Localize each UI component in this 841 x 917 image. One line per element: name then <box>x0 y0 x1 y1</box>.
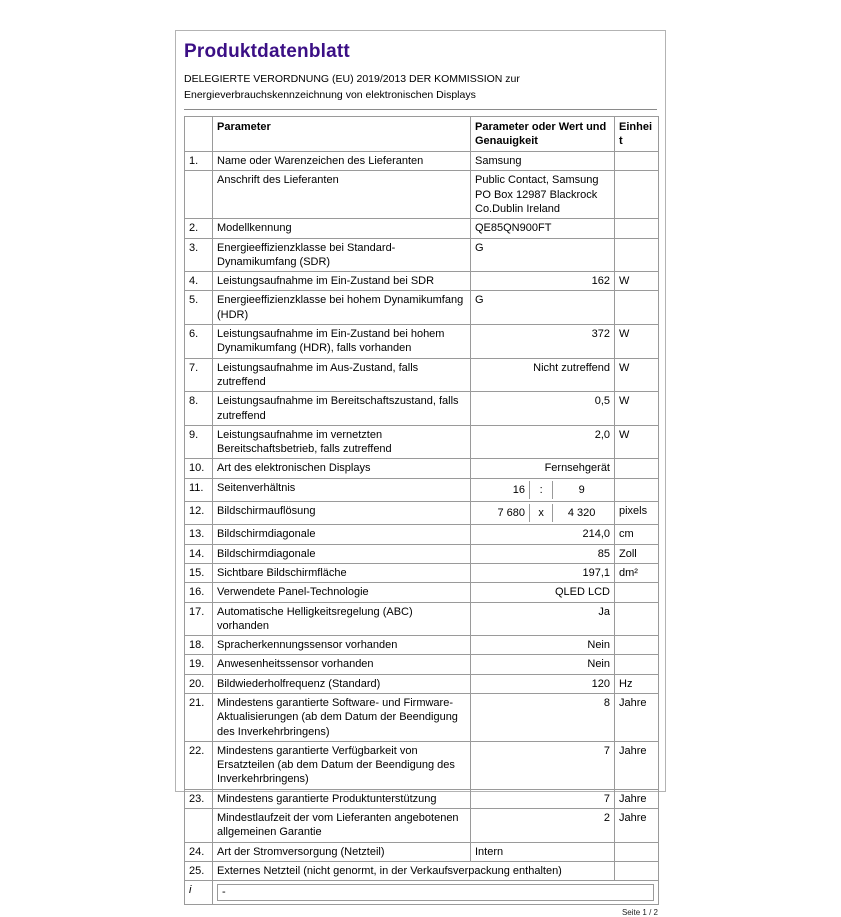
row-value <box>471 171 615 219</box>
row-number <box>185 809 213 843</box>
row-number: 14. <box>185 544 213 563</box>
table-row <box>185 425 659 459</box>
table-row <box>185 544 659 563</box>
row-number: 5. <box>185 291 213 325</box>
row-value: 197,1 <box>471 563 615 582</box>
row-number: 11. <box>185 478 213 501</box>
split-value <box>475 504 610 522</box>
row-unit: W <box>615 425 659 459</box>
row-value <box>471 478 615 501</box>
table-row <box>185 525 659 544</box>
document-page <box>175 30 666 917</box>
table-row <box>185 171 659 219</box>
row-number: 20. <box>185 674 213 693</box>
row-number: 2. <box>185 219 213 238</box>
row-parameter: Bildschirmdiagonale <box>213 544 471 563</box>
row-number: 21. <box>185 694 213 742</box>
row-unit: cm <box>615 525 659 544</box>
row-parameter: Leistungsaufnahme im vernetzten Bereitschaftsbetrieb, falls zutreffend <box>213 425 471 459</box>
table-row <box>185 459 659 478</box>
value-line: Public Contact, Samsung <box>475 174 599 187</box>
row-value: Nicht zutreffend <box>471 358 615 392</box>
row-value <box>471 502 615 525</box>
split-part: 4 320 <box>567 507 596 520</box>
row-unit <box>615 583 659 602</box>
row-number: 18. <box>185 636 213 655</box>
product-data-table <box>184 116 659 905</box>
table-row <box>185 358 659 392</box>
table-header-row <box>185 116 659 152</box>
row-number: 8. <box>185 392 213 426</box>
table-row <box>185 152 659 171</box>
row-unit <box>615 655 659 674</box>
row-parameter: Energieeffizienzklasse bei hohem Dynamikumfang (HDR) <box>213 291 471 325</box>
header-unit: Einheit <box>615 116 659 152</box>
row-parameter: Seitenverhältnis <box>213 478 471 501</box>
row-unit <box>615 861 659 880</box>
row-number: i <box>185 881 213 904</box>
row-number: 16. <box>185 583 213 602</box>
row-parameter: Energieeffizienzklasse bei Standard-Dynamikumfang (SDR) <box>213 238 471 272</box>
row-number: 24. <box>185 842 213 861</box>
table-row <box>185 655 659 674</box>
row-parameter: Sichtbare Bildschirmfläche <box>213 563 471 582</box>
row-parameter: Mindestens garantierte Verfügbarkeit von Ersatzteilen (ab dem Datum der Beendigung des Inverkehrbringens) <box>213 741 471 789</box>
table-row <box>185 602 659 636</box>
split-part: 9 <box>578 483 585 496</box>
row-value: G <box>471 291 615 325</box>
page-title: Produktdatenblatt <box>184 41 350 62</box>
row-unit <box>615 171 659 219</box>
row-parameter: Externes Netzteil (nicht genormt, in der Verkaufsverpackung enthalten) <box>213 861 615 880</box>
subtitle-line-2: Energieverbrauchskennzeichnung von elektronischen Displays <box>184 88 476 101</box>
row-value: Fernsehgerät <box>471 459 615 478</box>
row-value: G <box>471 238 615 272</box>
subtitle-line-1: DELEGIERTE VERORDNUNG (EU) 2019/2013 DER KOMMISSION zur <box>184 73 520 85</box>
row-value: Nein <box>471 655 615 674</box>
table-row <box>185 238 659 272</box>
header-number <box>185 116 213 152</box>
table-row <box>185 694 659 742</box>
row-number: 1. <box>185 152 213 171</box>
row-unit <box>615 842 659 861</box>
split-part: 7 680 <box>497 507 525 520</box>
split-part: 16 <box>512 483 525 496</box>
row-unit: W <box>615 272 659 291</box>
split-value <box>475 481 610 499</box>
row-number: 17. <box>185 602 213 636</box>
split-part: x <box>529 504 553 522</box>
row-unit: Jahre <box>615 809 659 843</box>
row-parameter: Bildschirmdiagonale <box>213 525 471 544</box>
row-parameter: Modellkennung <box>213 219 471 238</box>
header-value: Parameter oder Wert und Genauigkeit <box>471 116 615 152</box>
split-part: : <box>529 481 553 499</box>
row-number: 6. <box>185 325 213 359</box>
note-inner-box: - <box>217 884 654 900</box>
row-unit: Jahre <box>615 789 659 808</box>
row-number: 15. <box>185 563 213 582</box>
page-subtitle <box>184 72 657 110</box>
row-value: QLED LCD <box>471 583 615 602</box>
row-unit: Zoll <box>615 544 659 563</box>
row-value: 7 <box>471 741 615 789</box>
table-row <box>185 674 659 693</box>
row-value: 214,0 <box>471 525 615 544</box>
row-value: 162 <box>471 272 615 291</box>
row-unit: W <box>615 392 659 426</box>
row-note-cell <box>213 881 659 904</box>
row-unit <box>615 459 659 478</box>
row-parameter: Mindestlaufzeit der vom Lieferanten angebotenen allgemeinen Garantie <box>213 809 471 843</box>
row-unit <box>615 291 659 325</box>
row-parameter: Bildwiederholfrequenz (Standard) <box>213 674 471 693</box>
row-value: 8 <box>471 694 615 742</box>
row-value: 85 <box>471 544 615 563</box>
row-parameter: Automatische Helligkeitsregelung (ABC) vorhanden <box>213 602 471 636</box>
row-number: 25. <box>185 861 213 880</box>
row-number: 12. <box>185 502 213 525</box>
row-number <box>185 171 213 219</box>
row-value: 120 <box>471 674 615 693</box>
table-row <box>185 842 659 861</box>
row-number: 10. <box>185 459 213 478</box>
row-unit <box>615 636 659 655</box>
table-row <box>185 392 659 426</box>
table-row <box>185 583 659 602</box>
row-parameter: Anwesenheitssensor vorhanden <box>213 655 471 674</box>
row-unit: pixels <box>615 502 659 525</box>
row-value: 2 <box>471 809 615 843</box>
row-parameter: Leistungsaufnahme im Aus-Zustand, falls zutreffend <box>213 358 471 392</box>
row-parameter: Anschrift des Lieferanten <box>213 171 471 219</box>
row-number: 19. <box>185 655 213 674</box>
row-number: 9. <box>185 425 213 459</box>
row-value: Samsung <box>471 152 615 171</box>
row-parameter: Leistungsaufnahme im Ein-Zustand bei hohem Dynamikumfang (HDR), falls vorhanden <box>213 325 471 359</box>
row-number: 23. <box>185 789 213 808</box>
row-value: Nein <box>471 636 615 655</box>
table-row <box>185 563 659 582</box>
row-unit <box>615 238 659 272</box>
row-parameter: Art des elektronischen Displays <box>213 459 471 478</box>
row-parameter: Spracherkennungssensor vorhanden <box>213 636 471 655</box>
row-unit: Jahre <box>615 741 659 789</box>
table-row <box>185 861 659 880</box>
header-parameter: Parameter <box>213 116 471 152</box>
row-unit <box>615 219 659 238</box>
row-unit: dm² <box>615 563 659 582</box>
table-row <box>185 502 659 525</box>
value-line: Co.Dublin Ireland <box>475 202 560 215</box>
row-unit <box>615 478 659 501</box>
row-parameter: Bildschirmauflösung <box>213 502 471 525</box>
value-line: PO Box 12987 Blackrock <box>475 188 598 201</box>
row-unit: Jahre <box>615 694 659 742</box>
row-parameter: Leistungsaufnahme im Bereitschaftszustand, falls zutreffend <box>213 392 471 426</box>
row-unit: Hz <box>615 674 659 693</box>
table-row <box>185 789 659 808</box>
row-value: 372 <box>471 325 615 359</box>
row-value: Ja <box>471 602 615 636</box>
page-number: Seite 1 / 2 <box>621 907 658 917</box>
row-unit <box>615 152 659 171</box>
table-row <box>185 636 659 655</box>
row-number: 4. <box>185 272 213 291</box>
row-number: 13. <box>185 525 213 544</box>
row-parameter: Name oder Warenzeichen des Lieferanten <box>213 152 471 171</box>
table-row <box>185 291 659 325</box>
row-value: QE85QN900FT <box>471 219 615 238</box>
row-parameter: Art der Stromversorgung (Netzteil) <box>213 842 471 861</box>
row-number: 22. <box>185 741 213 789</box>
row-value: 7 <box>471 789 615 808</box>
row-number: 7. <box>185 358 213 392</box>
table-row <box>185 219 659 238</box>
row-number: 3. <box>185 238 213 272</box>
row-unit: W <box>615 325 659 359</box>
row-parameter: Mindestens garantierte Software- und Firmware-Aktualisierungen (ab dem Datum der Beendigung des Inverkehrbringens) <box>213 694 471 742</box>
table-row <box>185 478 659 501</box>
table-row <box>185 272 659 291</box>
row-value: Intern <box>471 842 615 861</box>
row-unit: W <box>615 358 659 392</box>
table-row <box>185 881 659 904</box>
table-row <box>185 325 659 359</box>
row-parameter: Mindestens garantierte Produktunterstützung <box>213 789 471 808</box>
table-row <box>185 741 659 789</box>
table-row <box>185 809 659 843</box>
row-unit <box>615 602 659 636</box>
row-parameter: Verwendete Panel-Technologie <box>213 583 471 602</box>
row-value: 2,0 <box>471 425 615 459</box>
row-parameter: Leistungsaufnahme im Ein-Zustand bei SDR <box>213 272 471 291</box>
row-value: 0,5 <box>471 392 615 426</box>
